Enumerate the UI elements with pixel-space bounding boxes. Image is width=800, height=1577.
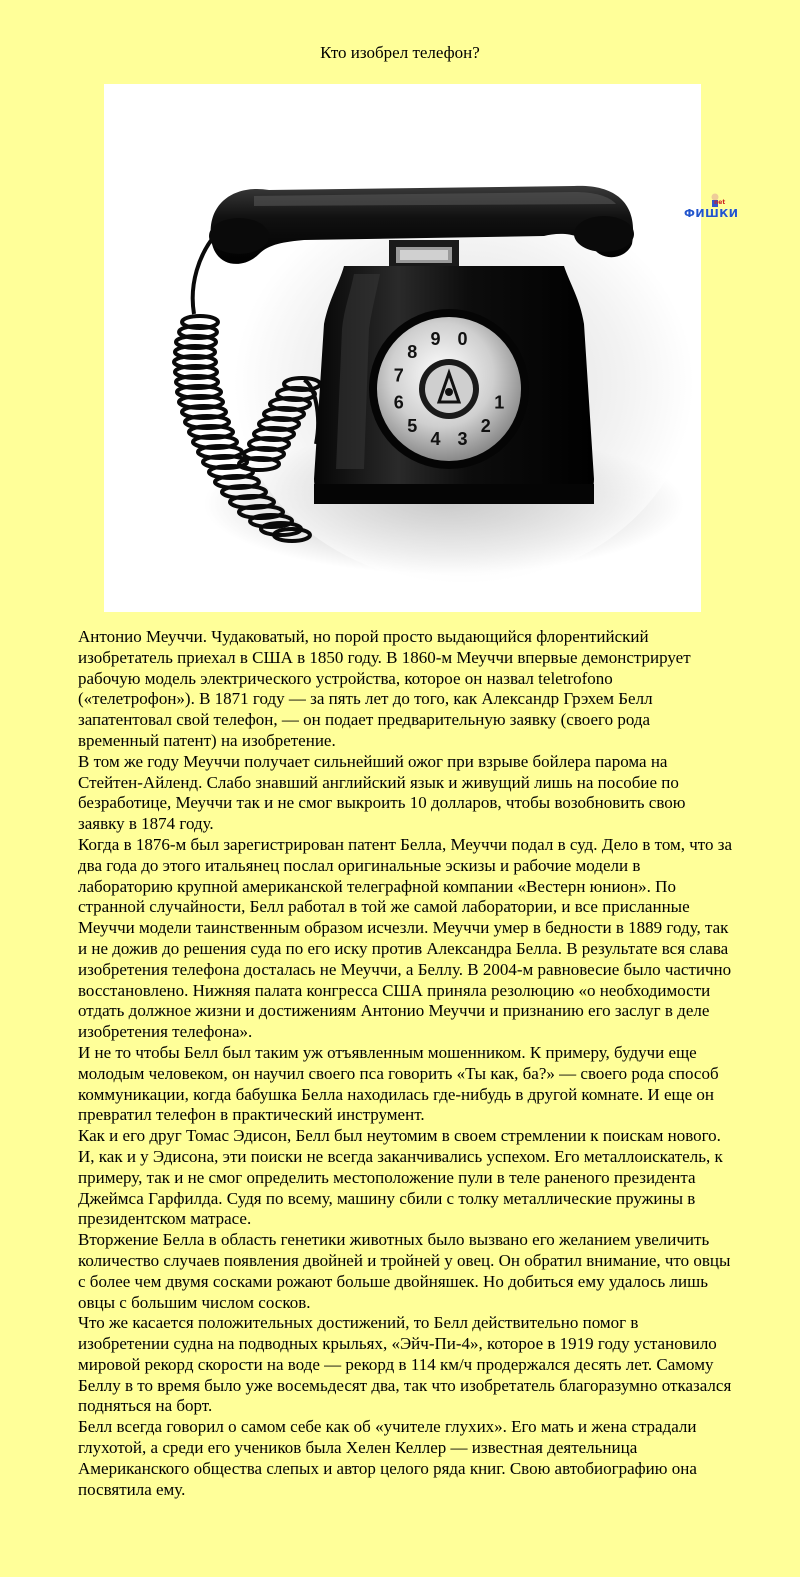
paragraph: В том же году Меуччи получает сильнейший ожог при взрыве бойлера парома на Стейтен-Айленд. Слабо знавший английский язык и живущий лишь на пособие по безработице, Меуччи так и не смог выкроить 10 долларов, чтобы возобновить свою заявку в 1874 году. bbox=[78, 751, 686, 834]
cradle-hook bbox=[389, 240, 459, 270]
paragraph: Белл всегда говорил о самом себе как об «учителе глухих». Его мать и жена страдали глухотой, а среди его учеников была Хелен Келлер — известная деятельница Американского общества слепых и автор целого ряда книг. Свою автобиографию она посвятила ему. bbox=[78, 1417, 697, 1499]
paragraph: Вторжение Белла в область генетики животных было вызвано его желанием увеличить количество случаев появления двойней и тройней у овец. Он обратил внимание, что овцы с более чем двумя сосками рожают больше двойняшек. Но добиться ему удалось лишь овцы с большим числом сосков. bbox=[78, 1230, 731, 1312]
fishki-watermark-logo bbox=[684, 193, 739, 225]
dial-digit: 8 bbox=[407, 342, 418, 363]
rotary-dial bbox=[369, 309, 529, 469]
paragraph: Когда в 1876-м был зарегистрирован патент Белла, Меуччи подал в суд. Дело в том, что за два года до этого итальянец послал оригинальные эскизы и рабочие модели в лабораторию крупной американской телеграфной компании «Вестерн юнион». По странной случайности, Белл работал в той же самой лаборатории, и все присланные Меуччи модели таинственным образом исчезли. Меуччи умер в бедности в 1889 году, так и не дожив до решения суда по его иску против Александра Белла. В результате вся слава изобретения телефона досталась не Меуччи, а Беллу. В 2004-м равновесие было частично восстановлено. Нижняя палата конгресса США приняла резолюцию «о необходимости отдать должное жизни и достижениям Антонио Меуччи и признанию его заслуг в деле изобретения телефона». bbox=[78, 834, 733, 1042]
watermark-label: ФИШКИ bbox=[684, 207, 739, 220]
dial-digit: 4 bbox=[430, 429, 441, 450]
watermark-net-label: net bbox=[714, 199, 726, 206]
dial-digit: 0 bbox=[457, 328, 468, 349]
dial-digit: 1 bbox=[494, 392, 505, 413]
dial-digit: 5 bbox=[407, 415, 418, 436]
paragraph: Антонио Меуччи. Чудаковатый, но порой просто выдающийся флорентийский изобретатель приехал в США в 1850 году. В 1860-м Меуччи впервые демонстрирует рабочую модель электрического устройства, которое он назвал teletrofono («телетрофон»). В 1871 году — за пять лет до того, как Александр Грэхем Белл запатентовал свой телефон, — он подает предварительную заявку (своего рода временный патент) на изобретение. bbox=[78, 627, 691, 750]
telephone-photo bbox=[104, 84, 701, 612]
dial-digit: 2 bbox=[480, 415, 491, 436]
dial-digit: 9 bbox=[430, 328, 441, 349]
dial-digit: 6 bbox=[393, 392, 404, 413]
dial-digit: 7 bbox=[393, 365, 404, 386]
rotary-telephone-illustration bbox=[104, 84, 701, 612]
dial-digit: 3 bbox=[457, 429, 468, 450]
paragraph: И не то чтобы Белл был таким уж отъявленным мошенником. К примеру, будучи еще молодым человеком, он научил своего пса говорить «Ты как, ба?» — своего рода способ коммуникации, когда бабушка Белла находилась где-нибудь в другой комнате. И еще он превратил телефон в практический инструмент. bbox=[78, 1042, 719, 1125]
paragraph: Что же касается положительных достижений, то Белл действительно помог в изобретении судна на подводных крыльях, «Эйч-Пи-4», которое в 1919 году установило мировой рекорд скорости на воде — рекорд в 114 км/ч продержался десять лет. Самому Беллу в то время было уже восемьдесят два, так что изобретатель благоразумно отказался подняться на борт. bbox=[78, 1313, 732, 1416]
paragraph: Как и его друг Томас Эдисон, Белл был неутомим в своем стремлении к поискам нового. И, как и у Эдисона, эти поиски не всегда заканчивались успехом. Его металлоискатель, к примеру, так и не смог определить местоположение пули в теле раненого президента Джеймса Гарфилда. Судя по всему, машину сбили с толку металлические пружины в президентском матрасе. bbox=[78, 1126, 723, 1229]
page-title: Кто изобрел телефон? bbox=[320, 43, 480, 62]
article-body bbox=[78, 627, 733, 1500]
